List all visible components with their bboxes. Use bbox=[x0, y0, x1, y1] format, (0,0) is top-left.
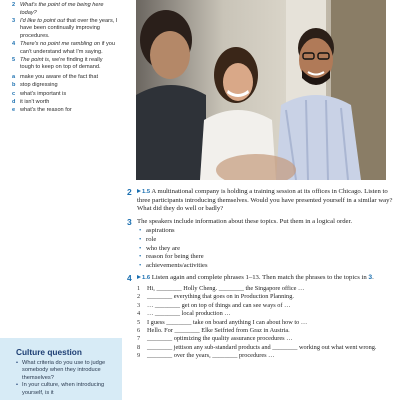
option-text: stop digressing bbox=[20, 82, 58, 89]
phrase-text bbox=[20, 2, 118, 17]
option-item bbox=[12, 99, 118, 107]
phrase-row-number: 4 bbox=[137, 310, 141, 318]
bullet-icon: • bbox=[139, 235, 142, 243]
phrase-row-text: ________ over the years, ________ procedures … bbox=[147, 352, 275, 360]
phrases-list bbox=[137, 285, 395, 361]
phrase-number: 3 bbox=[12, 17, 16, 24]
task-3 bbox=[127, 218, 395, 271]
phrase-row-text: ________ everything that goes on in Production Planning. bbox=[147, 293, 294, 301]
task-4-text-end: . bbox=[372, 274, 374, 282]
phrase-item bbox=[12, 18, 118, 41]
option-letter: b bbox=[12, 82, 16, 89]
audio-track-number: 1.5 bbox=[142, 189, 151, 195]
play-icon bbox=[137, 275, 141, 279]
task-2 bbox=[127, 188, 395, 214]
option-letter: a bbox=[12, 74, 16, 81]
phrase-row bbox=[137, 327, 395, 335]
option-item bbox=[12, 107, 118, 115]
phrase-item bbox=[12, 2, 118, 17]
bullet-icon: • bbox=[16, 382, 18, 389]
phrase-row-text: ________ optimizing the quality assurance procedures … bbox=[147, 335, 293, 343]
phrase-row bbox=[137, 352, 395, 360]
bullet-icon: • bbox=[16, 360, 18, 366]
phrase-text bbox=[20, 57, 118, 72]
topic-item bbox=[139, 262, 395, 271]
phrase-item bbox=[12, 57, 118, 72]
phrase-row-number: 8 bbox=[137, 343, 141, 351]
photo-illustration bbox=[136, 0, 386, 180]
topic-text: who they are bbox=[146, 244, 181, 252]
phrase-row-text: … ________ get on top of things and can see ways of … bbox=[147, 301, 291, 309]
phrase-row-text: I guess ________ take on board anything I can about how to … bbox=[147, 318, 308, 326]
task-number: 2 bbox=[127, 187, 132, 197]
phrase-text bbox=[20, 18, 118, 41]
phrase-row-number: 1 bbox=[137, 284, 141, 292]
topic-text: reason for being there bbox=[146, 253, 204, 261]
phrase-segment: if you can't understand what I'm saying. bbox=[20, 40, 115, 55]
option-item bbox=[12, 74, 118, 82]
culture-bullet bbox=[16, 360, 118, 382]
phrase-number: 2 bbox=[12, 2, 16, 8]
exercise-section bbox=[127, 188, 395, 365]
phrase-number: 5 bbox=[12, 56, 16, 63]
audio-track-number: 1.6 bbox=[142, 275, 151, 282]
phrase-list bbox=[12, 2, 118, 115]
task-number: 4 bbox=[127, 273, 132, 284]
option-text: make you aware of the fact that bbox=[20, 74, 99, 81]
option-item bbox=[12, 82, 118, 90]
phrase-row bbox=[137, 302, 395, 310]
bullet-icon: • bbox=[139, 227, 142, 235]
phrase-row-number: 9 bbox=[137, 352, 141, 360]
task-4 bbox=[127, 274, 395, 360]
play-icon bbox=[137, 189, 141, 193]
phrase-row bbox=[137, 319, 395, 327]
phrase-segment: I'd like to point out bbox=[20, 17, 65, 24]
audio-track-button[interactable] bbox=[137, 188, 150, 195]
sidebar bbox=[0, 0, 122, 400]
phrase-row-number: 2 bbox=[137, 293, 141, 301]
topic-item bbox=[139, 253, 395, 262]
bullet-icon: • bbox=[139, 253, 142, 261]
phrase-row bbox=[137, 344, 395, 352]
phrase-row-number: 7 bbox=[137, 335, 141, 343]
topics-list bbox=[139, 227, 395, 270]
phrase-row bbox=[137, 335, 395, 343]
task-4-text: Listen again and complete phrases 1–13. Then match the phrases to the topics in bbox=[151, 274, 369, 282]
culture-bullet-text: In your culture, when introducing yourself, is it bbox=[22, 382, 105, 396]
culture-bullet-text: What criteria do you use to judge somebody when they introduce themselves? bbox=[22, 360, 106, 381]
option-letter: c bbox=[12, 90, 16, 97]
bullet-icon: • bbox=[139, 261, 142, 269]
topic-text: role bbox=[146, 235, 157, 243]
bullet-icon: • bbox=[139, 244, 142, 252]
topic-item bbox=[139, 245, 395, 254]
phrase-text bbox=[20, 41, 118, 56]
topic-text: achievements/activities bbox=[146, 261, 208, 269]
task-3-text: The speakers include information about these topics. Put them in a logical order. bbox=[137, 217, 353, 225]
option-text: it isn't worth bbox=[20, 98, 50, 105]
phrase-row-text: ________ jettison any sub-standard products and ________ working out what went wrong. bbox=[147, 343, 377, 351]
phrase-segment: What's the point of me being here today? bbox=[20, 2, 104, 16]
phrase-segment: There's no point me rambling on bbox=[20, 40, 101, 47]
phrase-row-text: … ________ local production … bbox=[147, 310, 231, 318]
phrase-number: 4 bbox=[12, 40, 16, 47]
option-letter: d bbox=[12, 98, 16, 105]
topic-item bbox=[139, 236, 395, 245]
culture-question-title: Culture question bbox=[16, 347, 82, 357]
phrase-row-text: Hi, ________ Holly Cheng. ________ the Singapore office … bbox=[147, 284, 305, 292]
phrase-row-number: 5 bbox=[137, 318, 141, 326]
audio-track-button[interactable] bbox=[137, 274, 150, 281]
phrase-row-text: Hello. For ________ Elke Seifried from Graz in Austria. bbox=[147, 326, 290, 334]
option-text: what's important is bbox=[20, 90, 67, 97]
phrase-segment: , we're finding it really tough to keep on top of demand. bbox=[20, 56, 103, 71]
topic-item bbox=[139, 227, 395, 236]
phrase-row bbox=[137, 310, 395, 318]
option-letter: e bbox=[12, 106, 16, 113]
phrase-row bbox=[137, 285, 395, 293]
training-session-photo bbox=[136, 0, 386, 180]
phrase-segment: The point is bbox=[20, 56, 49, 63]
option-text: what's the reason for bbox=[20, 106, 72, 113]
task-number: 3 bbox=[127, 216, 132, 227]
phrase-row-number: 6 bbox=[137, 326, 141, 334]
culture-question-list bbox=[16, 360, 118, 397]
phrase-row bbox=[137, 293, 395, 301]
phrase-row-number: 3 bbox=[137, 301, 141, 309]
culture-question-box bbox=[0, 338, 122, 400]
culture-bullet bbox=[16, 382, 118, 397]
phrase-segment: that over the years, I have been continually improving procedures. bbox=[20, 17, 118, 39]
task-2-text: A multinational company is holding a training session at its offices in Chicago. Listen to three participants introducing themselves. Would you have presented yourself in a similar way? What did they do well or badly? bbox=[137, 188, 393, 213]
topic-text: aspirations bbox=[146, 227, 175, 235]
exercise-reference: 3 bbox=[368, 274, 373, 282]
phrase-item bbox=[12, 41, 118, 56]
option-item bbox=[12, 91, 118, 99]
